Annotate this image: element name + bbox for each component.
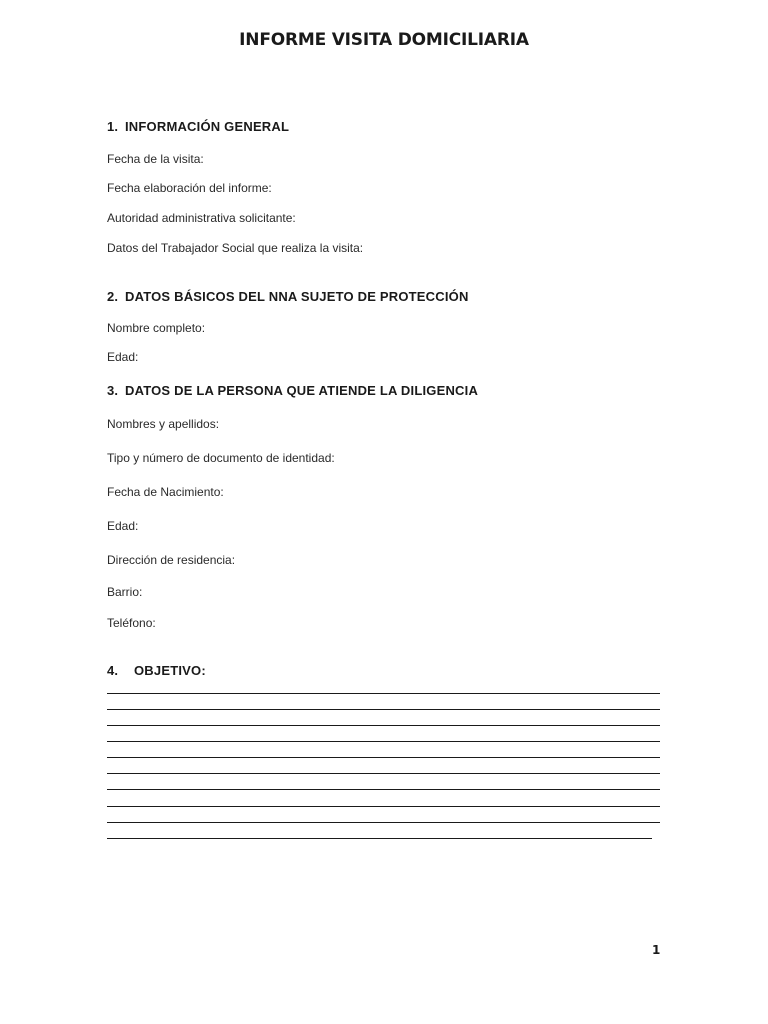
document-title: INFORME VISITA DOMICILIARIA <box>239 30 529 50</box>
section-number: 3. <box>107 383 119 398</box>
field-direccion-residencia: Dirección de residencia: <box>107 553 236 567</box>
section-heading-datos-nna <box>107 289 469 304</box>
field-nombres-apellidos: Nombres y apellidos: <box>107 417 220 431</box>
field-fecha-visita: Fecha de la visita: <box>107 152 204 166</box>
field-autoridad-solicitante: Autoridad administrativa solicitante: <box>107 211 296 225</box>
writing-line[interactable] <box>107 693 660 694</box>
field-barrio: Barrio: <box>107 585 143 599</box>
page-number: 1 <box>652 943 661 957</box>
writing-line[interactable] <box>107 838 652 839</box>
section-number: 1. <box>107 119 119 134</box>
section-title: DATOS BÁSICOS DEL NNA SUJETO DE PROTECCIÓN <box>125 289 469 304</box>
field-edad-nna: Edad: <box>107 350 139 364</box>
section-title: INFORMACIÓN GENERAL <box>125 119 290 134</box>
writing-line[interactable] <box>107 725 660 726</box>
writing-line[interactable] <box>107 757 660 758</box>
field-edad-persona: Edad: <box>107 519 139 533</box>
section-title: OBJETIVO: <box>134 663 206 678</box>
field-datos-trabajador-social: Datos del Trabajador Social que realiza la visita: <box>107 241 364 255</box>
field-fecha-nacimiento: Fecha de Nacimiento: <box>107 485 224 499</box>
section-heading-informacion-general <box>107 119 289 134</box>
section-heading-persona-atiende <box>107 383 478 398</box>
section-heading-objetivo <box>107 663 206 678</box>
writing-line[interactable] <box>107 741 660 742</box>
field-telefono: Teléfono: <box>107 616 156 630</box>
writing-line[interactable] <box>107 709 660 710</box>
field-fecha-elaboracion: Fecha elaboración del informe: <box>107 181 272 195</box>
field-documento-identidad: Tipo y número de documento de identidad: <box>107 451 335 465</box>
section-number: 4. <box>107 663 119 678</box>
section-number: 2. <box>107 289 119 304</box>
field-nombre-completo: Nombre completo: <box>107 321 206 335</box>
writing-line[interactable] <box>107 789 660 790</box>
writing-line[interactable] <box>107 806 660 807</box>
writing-line[interactable] <box>107 773 660 774</box>
section-title: DATOS DE LA PERSONA QUE ATIENDE LA DILIGENCIA <box>125 383 479 398</box>
writing-line[interactable] <box>107 822 660 823</box>
